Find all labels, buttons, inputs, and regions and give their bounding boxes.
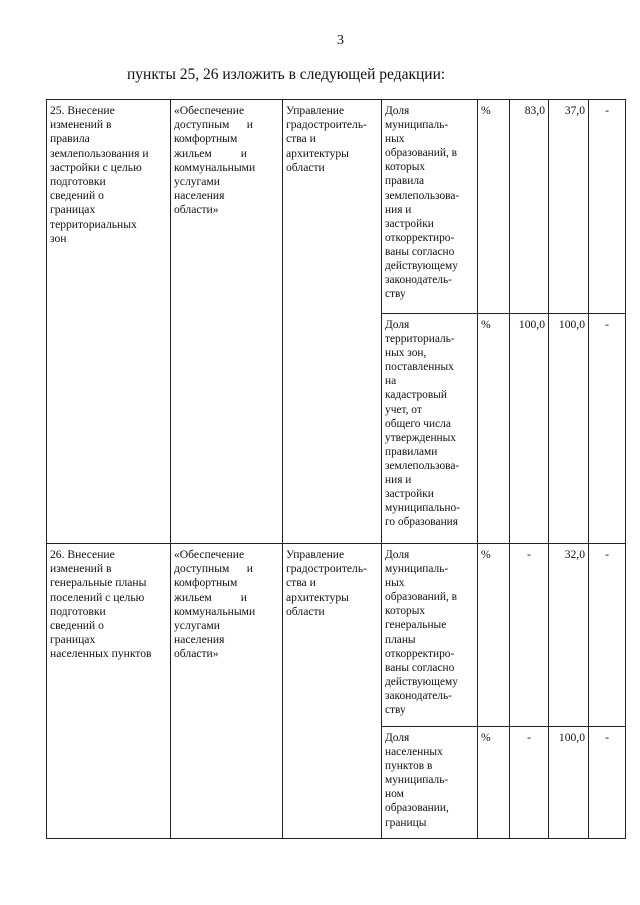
indicator-line: утвержденных xyxy=(385,431,456,444)
executor-line: ства и xyxy=(286,132,316,146)
indicator-line: действующему xyxy=(385,260,458,273)
value-cell: 37,0 xyxy=(549,100,589,314)
event-line: поселений с целью xyxy=(50,590,145,604)
executor-line: ства и xyxy=(286,576,316,590)
program-line: услугами xyxy=(174,175,220,189)
program-cell xyxy=(171,100,283,544)
program-line: населения xyxy=(174,189,225,203)
program-line: коммунальными xyxy=(174,160,256,174)
event-line: границах xyxy=(50,633,96,647)
executor-cell xyxy=(283,100,382,544)
event-line: генеральные планы xyxy=(50,576,147,590)
value-cell: - xyxy=(589,100,626,314)
event-cell xyxy=(47,100,171,544)
indicator-line: действующему xyxy=(385,675,458,688)
program-line: населения xyxy=(174,633,225,647)
program-cell xyxy=(171,544,283,839)
indicator-line: пунктов в xyxy=(385,760,433,773)
executor-line: архитектуры xyxy=(286,590,349,604)
program-line: комфортным xyxy=(174,132,238,146)
indicator-line: образований, в xyxy=(385,591,458,604)
indicator-line: ваны согласно xyxy=(385,245,455,258)
executor-cell xyxy=(283,544,382,839)
indicator-line: Доля xyxy=(385,319,410,331)
indicator-line: ния и xyxy=(385,203,412,216)
event-line: правила xyxy=(50,132,90,146)
executor-line: архитектуры xyxy=(286,146,349,160)
event-line: зон xyxy=(50,231,67,245)
value-cell: - xyxy=(589,314,626,544)
indicator-line: ния и xyxy=(385,474,412,487)
value-cell: 100,0 xyxy=(510,314,549,544)
indicator-line: муниципаль- xyxy=(385,119,449,132)
event-line: подготовки xyxy=(50,604,106,618)
event-line: границах xyxy=(50,203,96,217)
value-cell: 83,0 xyxy=(510,100,549,314)
program-line: «Обеспечение xyxy=(174,548,245,561)
program-line: доступным и xyxy=(174,118,253,132)
value-cell: - xyxy=(589,727,626,839)
indicator-line: ных xyxy=(385,133,405,146)
program-line: жильем и xyxy=(174,590,247,604)
indicator-line: законодатель- xyxy=(385,689,452,702)
event-line: 26. Внесение xyxy=(50,548,115,561)
event-line: изменений в xyxy=(50,562,112,576)
indicator-name-cell xyxy=(382,100,478,314)
indicator-line: ном xyxy=(385,788,404,801)
indicator-line: землепользова- xyxy=(385,459,460,472)
section-heading: пункты 25, 26 изложить в следующей редакции: xyxy=(127,66,446,83)
indicator-line: Доля xyxy=(385,105,410,117)
indicator-line: ваны согласно xyxy=(385,661,455,674)
indicator-line: землепользова- xyxy=(385,189,460,202)
indicator-line: ству xyxy=(385,288,406,301)
event-line: застройки с целью xyxy=(50,160,142,174)
program-line: области» xyxy=(174,203,219,217)
indicator-line: ных xyxy=(385,577,405,590)
executor-line: области xyxy=(286,160,325,174)
executor-line: Управление xyxy=(286,104,345,117)
executor-line: градостроитель- xyxy=(286,118,367,132)
executor-line: градостроитель- xyxy=(286,562,367,576)
program-line: доступным и xyxy=(174,562,253,576)
value-cell: 100,0 xyxy=(549,727,589,839)
event-line: сведений о xyxy=(50,619,104,633)
indicator-line: ных зон, xyxy=(385,347,427,360)
indicator-line: поставленных xyxy=(385,361,454,374)
indicator-line: застройки xyxy=(385,488,434,501)
indicator-name-cell xyxy=(382,314,478,544)
indicator-line: населенных xyxy=(385,746,443,759)
program-line: жильем и xyxy=(174,146,247,160)
indicator-line: муниципаль- xyxy=(385,563,449,576)
program-line: коммунальными xyxy=(174,604,256,618)
event-line: землепользования и xyxy=(50,146,149,160)
indicators-table xyxy=(46,99,626,839)
event-line: подготовки xyxy=(50,175,106,189)
value-cell: 100,0 xyxy=(549,314,589,544)
indicator-line: муниципаль- xyxy=(385,774,449,787)
indicator-line: откорректиро- xyxy=(385,647,455,660)
indicator-line: на xyxy=(385,375,397,388)
indicator-line: го образования xyxy=(385,516,459,529)
value-cell: - xyxy=(510,544,549,727)
unit-cell: % xyxy=(478,727,510,839)
value-cell: - xyxy=(589,544,626,727)
indicator-line: Доля xyxy=(385,549,410,561)
indicator-line: законодатель- xyxy=(385,274,452,287)
executor-line: Управление xyxy=(286,548,345,561)
indicator-line: образований, в xyxy=(385,147,458,160)
program-line: области» xyxy=(174,647,219,661)
value-cell: - xyxy=(510,727,549,839)
indicator-line: откорректиро- xyxy=(385,231,455,244)
table-row xyxy=(47,544,626,727)
indicator-line: планы xyxy=(385,633,416,646)
indicator-line: границы xyxy=(385,816,427,829)
unit-cell: % xyxy=(478,544,510,727)
indicator-line: учет, от xyxy=(385,403,422,416)
event-line: 25. Внесение xyxy=(50,104,115,117)
table-row xyxy=(47,100,626,314)
indicator-line: кадастровый xyxy=(385,389,447,402)
indicator-name-cell xyxy=(382,727,478,839)
indicator-line: которых xyxy=(385,161,426,174)
unit-cell: % xyxy=(478,100,510,314)
indicator-line: правила xyxy=(385,175,425,188)
event-cell xyxy=(47,544,171,839)
indicator-line: ству xyxy=(385,704,406,717)
program-line: комфортным xyxy=(174,576,238,590)
indicator-line: Доля xyxy=(385,732,410,744)
event-line: территориальных xyxy=(50,217,137,231)
page-number: 3 xyxy=(337,33,344,48)
executor-line: области xyxy=(286,604,325,618)
unit-cell: % xyxy=(478,314,510,544)
value-cell: 32,0 xyxy=(549,544,589,727)
indicator-line: застройки xyxy=(385,217,434,230)
indicator-line: муниципально- xyxy=(385,502,461,515)
indicator-line: генеральные xyxy=(385,619,447,632)
event-line: сведений о xyxy=(50,189,104,203)
indicator-line: которых xyxy=(385,605,426,618)
indicator-line: территориаль- xyxy=(385,333,455,346)
event-line: изменений в xyxy=(50,118,112,132)
indicator-line: общего числа xyxy=(385,417,451,430)
event-line: населенных пунктов xyxy=(50,647,152,661)
indicator-line: правилами xyxy=(385,445,438,458)
program-line: «Обеспечение xyxy=(174,104,245,117)
program-line: услугами xyxy=(174,619,220,633)
indicator-line: образовании, xyxy=(385,802,449,815)
indicator-name-cell xyxy=(382,544,478,727)
